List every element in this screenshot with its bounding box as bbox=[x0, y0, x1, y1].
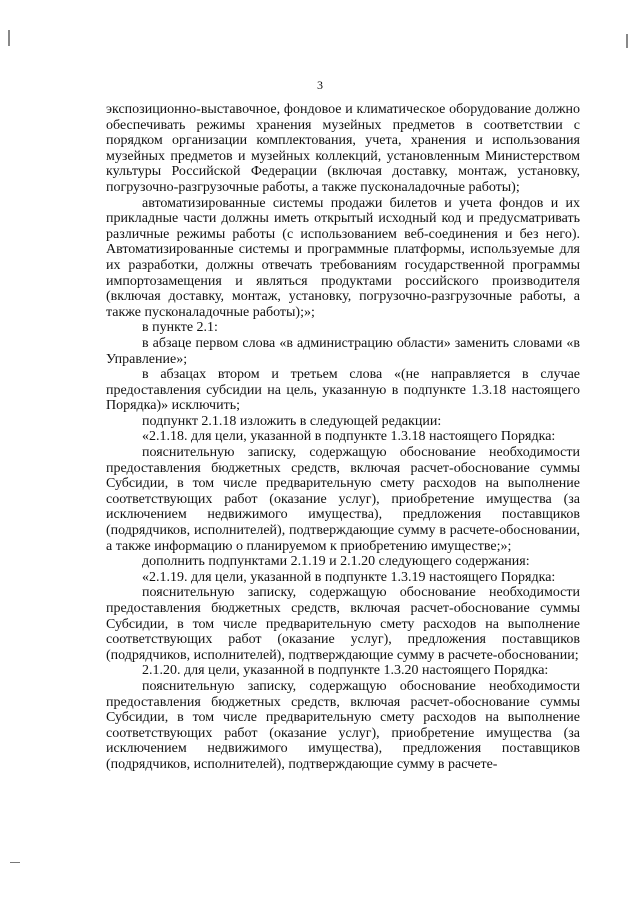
paragraph: в пункте 2.1: bbox=[142, 320, 218, 336]
document-body bbox=[106, 102, 580, 773]
paragraph: автоматизированные системы продажи билетов и учета фондов и их прикладные части должны иметь открытый исходный код и предусматривать различные режимы работы (с использованием веб-соединения и без него). Автоматизированные системы и программные платформы, используемые для их разработки, должны отвечать требованиям государственной программы импортозамещения и являться продуктами российского производителя (включая доставку, монтаж, установку, погрузочно-разгрузочные работы, а также пусконаладочные работы);»; bbox=[106, 195, 580, 320]
paragraph: пояснительную записку, содержащую обоснование необходимости предоставления бюджетных средств, включая расчет-обоснование суммы Субсидии, в том числе предварительную смету расходов на выполнение соответствующих работ (оказание услуг), предложения поставщиков (подрядчиков, исполнителей), подтверждающие сумму в расчете-обосновании; bbox=[106, 585, 580, 663]
paragraph: «2.1.19. для цели, указанной в подпункте 1.3.19 настоящего Порядка: bbox=[142, 569, 556, 585]
paragraph: подпункт 2.1.18 изложить в следующей редакции: bbox=[142, 413, 442, 429]
paragraph: пояснительную записку, содержащую обоснование необходимости предоставления бюджетных средств, включая расчет-обоснование суммы Субсидии, в том числе предварительную смету расходов на выполнение соответствующих работ (оказание услуг), приобретение имущества (за исключением недвижимого имущества), предложения поставщиков (подрядчиков, исполнителей), подтверждающие сумму в расчете-обосновании, а также информацию о планируемом к приобретению имуществе;»; bbox=[106, 445, 580, 554]
scan-dash-mark bbox=[10, 862, 20, 863]
paragraph: экспозиционно-выставочное, фондовое и климатическое оборудование должно обеспечивать режимы хранения музейных предметов в соответствии с порядком организации комплектования, учета, хранения и использования музейных предметов и музейных коллекций, установленным Министерством культуры Российской Федерации (включая доставку, монтаж, установку, погрузочно-разгрузочные работы, а также пусконаладочные работы); bbox=[106, 102, 580, 195]
page-number: 3 bbox=[317, 78, 323, 92]
scan-edge-mark bbox=[8, 30, 10, 46]
paragraph: 2.1.20. для цели, указанной в подпункте 1.3.20 настоящего Порядка: bbox=[142, 663, 549, 679]
paragraph: дополнить подпунктами 2.1.19 и 2.1.20 следующего содержания: bbox=[142, 554, 530, 570]
paragraph: в абзацах втором и третьем слова «(не направляется в случае предоставления субсидии на цель, указанную в подпункте 1.3.18 настоящего Порядка)» исключить; bbox=[106, 367, 580, 414]
scan-edge-mark bbox=[626, 34, 628, 48]
paragraph: в абзаце первом слова «в администрацию области» заменить словами «в Управление»; bbox=[106, 335, 580, 367]
paragraph: пояснительную записку, содержащую обоснование необходимости предоставления бюджетных средств, включая расчет-обоснование суммы Субсидии, в том числе предварительную смету расходов на выполнение соответствующих работ (оказание услуг), приобретение имущества (за исключением недвижимого имущества), предложения поставщиков (подрядчиков, исполнителей), подтверждающие сумму в расчете- bbox=[106, 678, 580, 772]
paragraph: «2.1.18. для цели, указанной в подпункте 1.3.18 настоящего Порядка: bbox=[142, 429, 556, 445]
